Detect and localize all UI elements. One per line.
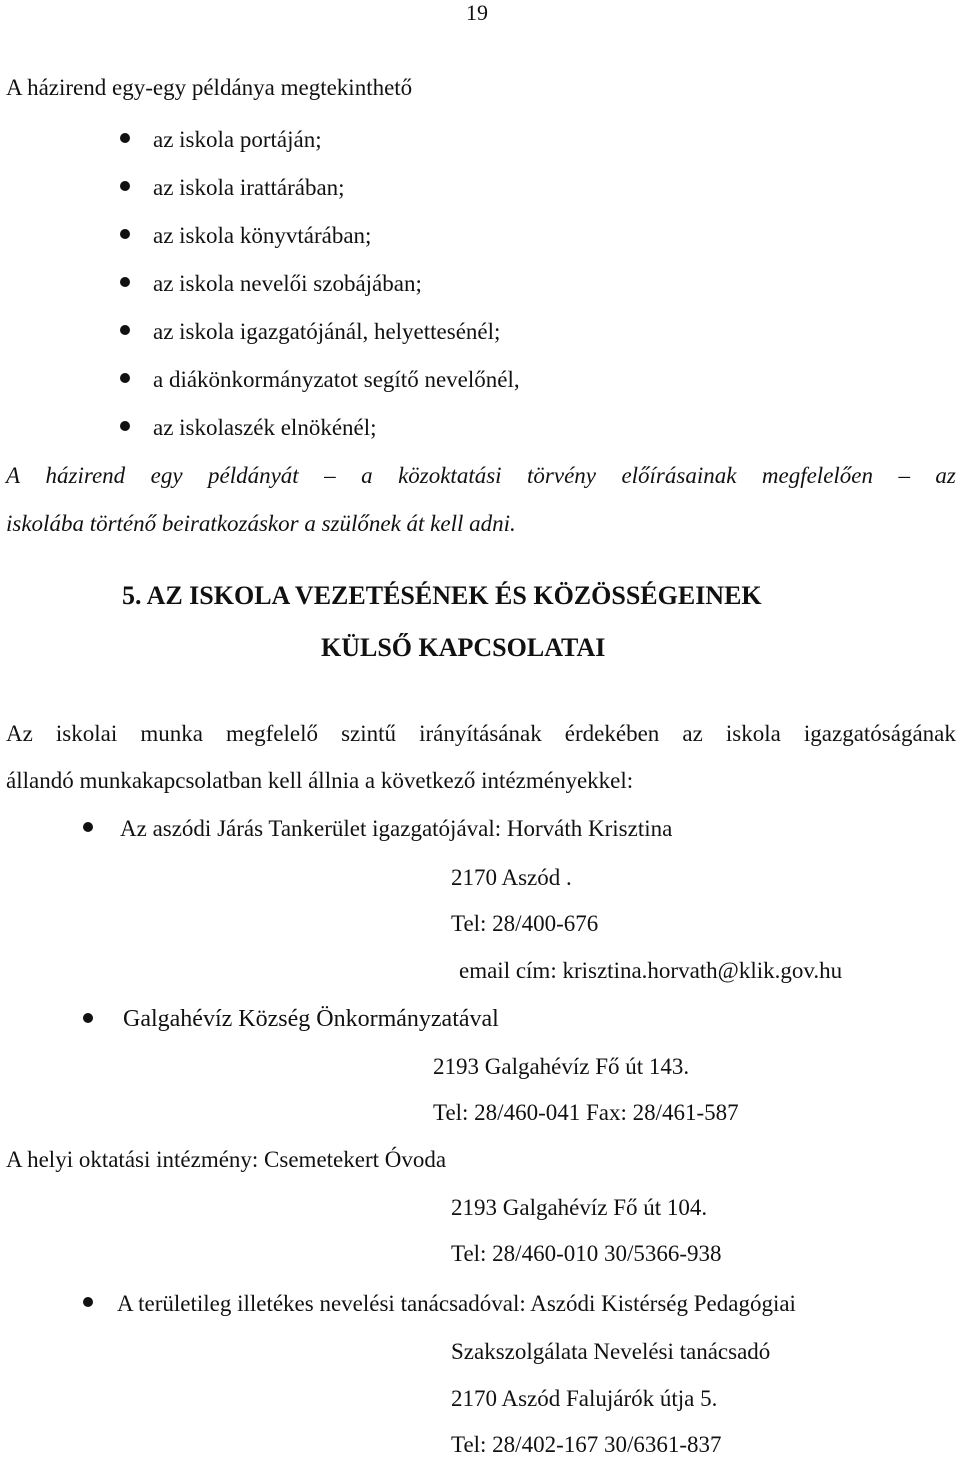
contact-phone: Tel: 28/400-676 — [451, 911, 599, 936]
word: – — [898, 463, 910, 488]
word: az — [935, 463, 956, 488]
contact-phone: Tel: 28/460-010 30/5366-938 — [451, 1241, 722, 1266]
list-item-text: az iskola irattárában; — [153, 175, 345, 200]
section-heading-line1: 5. AZ ISKOLA VEZETÉSÉNEK ÉS KÖZÖSSÉGEINEK — [122, 581, 762, 610]
contact-name-cont: Szakszolgálata Nevelési tanácsadó — [451, 1339, 771, 1364]
word: érdekében — [564, 721, 660, 746]
list-item-text: a diákönkormányzatot segítő nevelőnél, — [153, 367, 520, 392]
word: megfelelően — [761, 463, 874, 488]
contact-phone: Tel: 28/402-167 30/6361-837 — [451, 1432, 722, 1457]
list-item-text: az iskola nevelői szobájában; — [153, 271, 422, 296]
contact-address: 2170 Aszód Falujárók útja 5. — [451, 1386, 718, 1411]
contact-email: email cím: krisztina.horvath@klik.gov.hu — [459, 958, 843, 983]
list-item-text: az iskolaszék elnökénél; — [153, 415, 377, 440]
intro-text: A házirend egy-egy példánya megtekinthető — [6, 75, 413, 100]
bullet-icon — [120, 325, 130, 335]
bullet-icon — [83, 822, 93, 832]
bullet-icon — [120, 229, 130, 239]
contact-address: 2193 Galgahévíz Fő út 143. — [433, 1054, 690, 1079]
bullet-icon — [120, 277, 130, 287]
word: megfelelő — [226, 721, 318, 746]
bullet-icon — [83, 1297, 93, 1307]
list-item-text: az iskola igazgatójánál, helyettesénél; — [153, 319, 501, 344]
word: szintű — [341, 721, 397, 746]
contact-title: A helyi oktatási intézmény: Csemetekert Óvoda — [6, 1147, 447, 1172]
word: a — [361, 463, 373, 488]
word: közoktatási — [398, 463, 502, 488]
italic-paragraph-line2: iskolába történő beiratkozáskor a szülőnek át kell adni. — [6, 511, 516, 536]
word: példányát — [208, 463, 299, 488]
bullet-icon — [120, 421, 130, 431]
word: – — [324, 463, 336, 488]
bullet-icon — [120, 133, 130, 143]
italic-paragraph-line1 — [6, 464, 956, 487]
word: Az — [6, 721, 33, 746]
word: iskola — [725, 721, 781, 746]
contact-phone: Tel: 28/460-041 Fax: 28/461-587 — [433, 1100, 739, 1125]
contact-address: 2170 Aszód . — [451, 865, 572, 890]
contact-title: Az aszódi Járás Tankerület igazgatójával: Horváth Krisztina — [120, 816, 673, 841]
word: az — [682, 721, 703, 746]
word: törvény — [527, 463, 596, 488]
body-paragraph-line1 — [6, 722, 956, 745]
bullet-icon — [120, 373, 130, 383]
word: A — [6, 463, 21, 488]
body-paragraph-line2: állandó munkakapcsolatban kell állnia a következő intézményekkel: — [6, 768, 634, 793]
word: iskolai — [55, 721, 118, 746]
section-heading-line2: KÜLSŐ KAPCSOLATAI — [321, 633, 606, 662]
word: előírásainak — [621, 463, 737, 488]
word: házirend — [45, 463, 126, 488]
list-item-text: az iskola könyvtárában; — [153, 223, 372, 248]
page-number: 19 — [466, 0, 488, 25]
contact-address: 2193 Galgahévíz Fő út 104. — [451, 1195, 708, 1220]
word: irányításának — [419, 721, 542, 746]
bullet-icon — [120, 181, 130, 191]
bullet-icon — [83, 1013, 93, 1023]
word: igazgatóságának — [803, 721, 956, 746]
word: egy — [150, 463, 183, 488]
contact-title: A területileg illetékes nevelési tanácsadóval: Aszódi Kistérség Pedagógiai — [117, 1291, 796, 1316]
list-item-text: az iskola portáján; — [153, 127, 322, 152]
word: munka — [140, 721, 203, 746]
contact-title: Galgahévíz Község Önkormányzatával — [123, 1006, 499, 1032]
